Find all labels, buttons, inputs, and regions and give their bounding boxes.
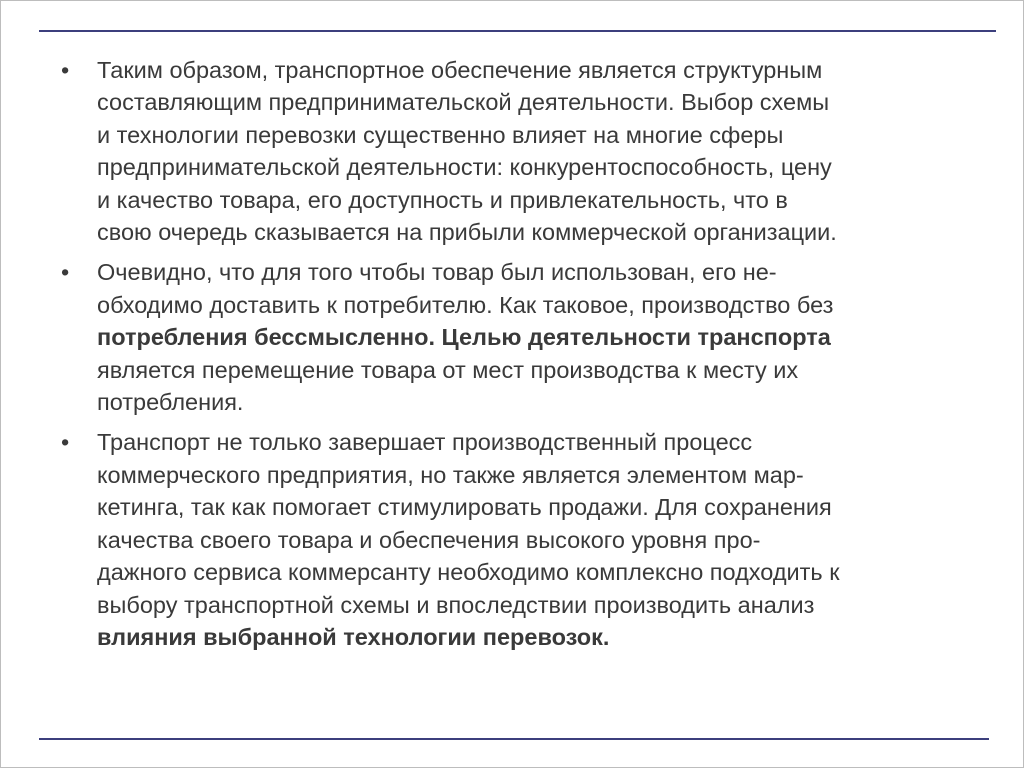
text-line: Транспорт не только завершает производственный процесс: [97, 429, 753, 456]
text-line: обходимо доставить к потребителю. Как таковое, производство без: [97, 291, 834, 318]
text-line: свою очередь сказывается на прибыли коммерческой организации.: [97, 219, 837, 246]
text-line: Очевидно, что для того чтобы товар был использован, его не-: [97, 259, 777, 286]
text-line: качества своего товара и обеспечения высокого уровня про-: [97, 526, 761, 553]
slide-content: [61, 54, 981, 661]
bullet-item-2: [61, 256, 981, 418]
bullet-marker: •: [61, 259, 70, 286]
text-line: потребления.: [97, 389, 244, 416]
text-line: является перемещение товара от мест производства к месту их: [97, 356, 799, 383]
text-line: кетинга, так как помогает стимулировать продажи. Для сохранения: [97, 494, 832, 521]
bullet-marker: •: [61, 57, 70, 83]
text-line: выбору транспортной схемы и впоследствии производить анализ: [97, 591, 815, 618]
text-line: составляющим предпринимательской деятельности. Выбор схемы: [97, 89, 830, 116]
text-line: и качество товара, его доступность и привлекательность, что в: [97, 186, 788, 213]
text-line: Таким образом, транспортное обеспечение является структурным: [97, 57, 823, 83]
bold-text-line: потребления бессмысленно. Целью деятельности транспорта: [97, 324, 831, 351]
bullet-item-1: [61, 54, 981, 248]
text-line: предпринимательской деятельности: конкурентоспособность, цену: [97, 154, 832, 181]
bottom-rule: [39, 738, 989, 740]
text-line: и технологии перевозки существенно влияет на многие сферы: [97, 121, 784, 148]
bullet-marker: •: [61, 429, 70, 456]
bullet-item-3: [61, 426, 981, 653]
text-line: коммерческого предприятия, но также является элементом мар-: [97, 461, 804, 488]
bold-text-line: влияния выбранной технологии перевозок.: [97, 623, 610, 650]
text-line: дажного сервиса коммерсанту необходимо комплексно подходить к: [97, 559, 840, 586]
top-rule: [39, 30, 996, 32]
